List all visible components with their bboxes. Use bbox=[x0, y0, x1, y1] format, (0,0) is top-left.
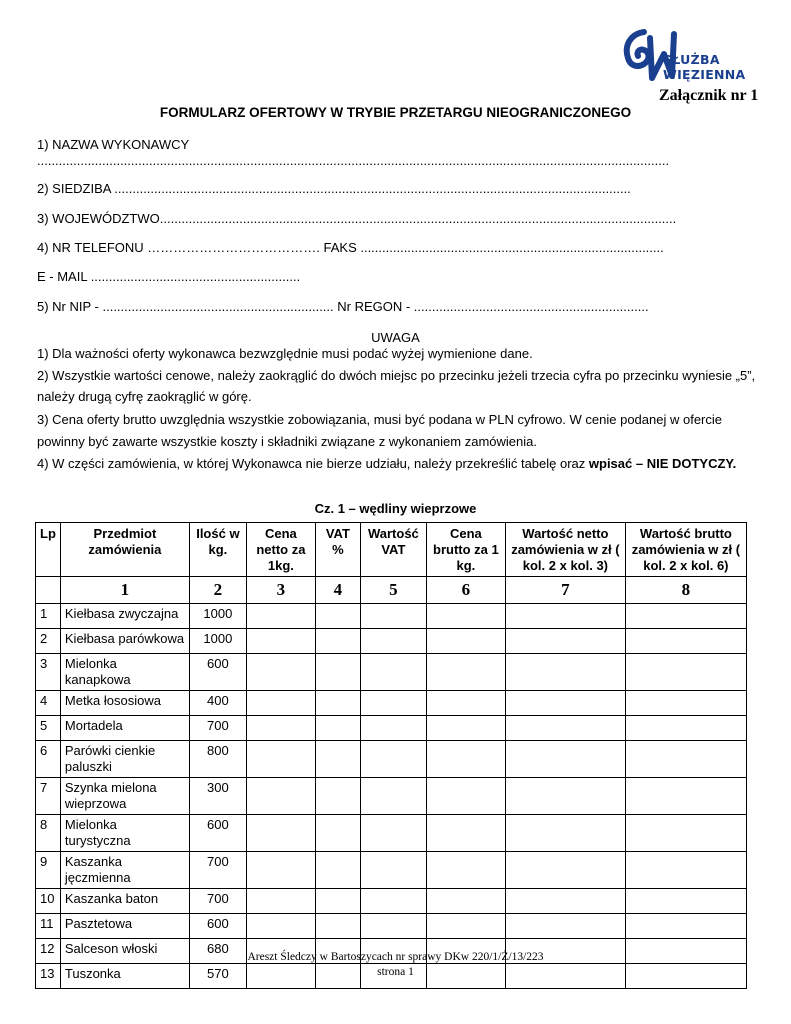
row-vat-value-input[interactable] bbox=[360, 889, 426, 914]
colnum-8: 8 bbox=[625, 577, 746, 604]
row-vat-value-input[interactable] bbox=[360, 604, 426, 629]
colnum-4: 4 bbox=[315, 577, 360, 604]
row-gross-price-input[interactable] bbox=[426, 778, 505, 815]
row-net-price-input[interactable] bbox=[246, 691, 315, 716]
row-item-name: Szynka mielona wieprzowa bbox=[60, 778, 189, 815]
logo-line-1: SŁUŻBA bbox=[663, 52, 720, 67]
logo-line-2: WIĘZIENNA bbox=[663, 67, 746, 82]
row-item-name: Mielonka turystyczna bbox=[60, 815, 189, 852]
row-net-total-input[interactable] bbox=[505, 716, 625, 741]
row-gross-total-input[interactable] bbox=[625, 741, 746, 778]
row-gross-total-input[interactable] bbox=[625, 629, 746, 654]
row-qty: 570 bbox=[189, 964, 246, 989]
row-net-total-input[interactable] bbox=[505, 914, 625, 939]
row-gross-price-input[interactable] bbox=[426, 741, 505, 778]
table-header-row bbox=[36, 523, 747, 577]
row-gross-price-input[interactable] bbox=[426, 629, 505, 654]
row-net-total-input[interactable] bbox=[505, 741, 625, 778]
row-gross-price-input[interactable] bbox=[426, 914, 505, 939]
notice-point-4-text: 4) W części zamówienia, w której Wykonawca nie bierze udziału, należy przekreślić tabelę oraz bbox=[37, 456, 589, 471]
row-gross-total-input[interactable] bbox=[625, 691, 746, 716]
row-gross-total-input[interactable] bbox=[625, 852, 746, 889]
row-net-price-input[interactable] bbox=[246, 815, 315, 852]
row-net-price-input[interactable] bbox=[246, 604, 315, 629]
colnum-6: 6 bbox=[426, 577, 505, 604]
logo-text bbox=[663, 52, 746, 82]
row-vat-value-input[interactable] bbox=[360, 815, 426, 852]
row-vat-pct-input[interactable] bbox=[315, 604, 360, 629]
items-table bbox=[35, 522, 747, 989]
row-item-name: Tuszonka bbox=[60, 964, 189, 989]
header-lp: Lp bbox=[36, 523, 61, 577]
row-net-price-input[interactable] bbox=[246, 741, 315, 778]
row-vat-pct-input[interactable] bbox=[315, 654, 360, 691]
row-lp: 7 bbox=[36, 778, 61, 815]
row-lp: 4 bbox=[36, 691, 61, 716]
header-gross-price: Cena brutto za 1 kg. bbox=[426, 523, 505, 577]
footer-page-number: strona 1 bbox=[377, 966, 414, 978]
row-net-price-input[interactable] bbox=[246, 629, 315, 654]
row-item-name: Mortadela bbox=[60, 716, 189, 741]
colnum-5: 5 bbox=[360, 577, 426, 604]
footer-case-number: Areszt Śledczy w Bartoszycach nr sprawy DKw 220/1/Ż/13/223 bbox=[247, 951, 544, 963]
row-qty: 680 bbox=[189, 939, 246, 964]
row-qty: 600 bbox=[189, 815, 246, 852]
header-item: Przedmiot zamówienia bbox=[60, 523, 189, 577]
table-row bbox=[36, 604, 747, 629]
row-qty: 400 bbox=[189, 691, 246, 716]
row-item-name: Kiełbasa zwyczajna bbox=[60, 604, 189, 629]
row-lp: 13 bbox=[36, 964, 61, 989]
row-qty: 700 bbox=[189, 889, 246, 914]
table-row bbox=[36, 654, 747, 691]
row-item-name: Metka łososiowa bbox=[60, 691, 189, 716]
row-net-total-input[interactable] bbox=[505, 852, 625, 889]
row-gross-total-input[interactable] bbox=[625, 889, 746, 914]
field-voivodeship[interactable]: 3) WOJEWÓDZTWO............................................................................................................................................... bbox=[37, 211, 677, 226]
colnum-7: 7 bbox=[505, 577, 625, 604]
row-item-name: Salceson włoski bbox=[60, 939, 189, 964]
row-net-price-input[interactable] bbox=[246, 654, 315, 691]
row-vat-pct-input[interactable] bbox=[315, 889, 360, 914]
field-email[interactable]: E - MAIL .......................................................... bbox=[37, 269, 301, 284]
row-qty: 300 bbox=[189, 778, 246, 815]
row-net-total-input[interactable] bbox=[505, 691, 625, 716]
annex-label: Załącznik nr 1 bbox=[659, 87, 759, 104]
table-row bbox=[36, 889, 747, 914]
table-row bbox=[36, 629, 747, 654]
row-lp: 6 bbox=[36, 741, 61, 778]
page-footer bbox=[0, 950, 791, 980]
row-vat-pct-input[interactable] bbox=[315, 691, 360, 716]
colnum-0 bbox=[36, 577, 61, 604]
table-row bbox=[36, 691, 747, 716]
row-net-price-input[interactable] bbox=[246, 716, 315, 741]
row-net-total-input[interactable] bbox=[505, 889, 625, 914]
row-vat-value-input[interactable] bbox=[360, 691, 426, 716]
table-row bbox=[36, 852, 747, 889]
row-vat-value-input[interactable] bbox=[360, 654, 426, 691]
field-nip-regon[interactable]: 5) Nr NIP - ................................................................ Nr REGON - ................................................................. bbox=[37, 299, 649, 314]
row-lp: 5 bbox=[36, 716, 61, 741]
row-net-price-input[interactable] bbox=[246, 889, 315, 914]
row-gross-total-input[interactable] bbox=[625, 654, 746, 691]
row-vat-pct-input[interactable] bbox=[315, 629, 360, 654]
field-phone-fax[interactable]: 4) NR TELEFONU …………………………………. FAKS .................................................................................... bbox=[37, 240, 664, 255]
table-row bbox=[36, 815, 747, 852]
row-qty: 700 bbox=[189, 716, 246, 741]
row-vat-pct-input[interactable] bbox=[315, 741, 360, 778]
row-vat-value-input[interactable] bbox=[360, 778, 426, 815]
notice-point-3b: powinny być zawarte wszystkie koszty i składniki związane z wykonaniem zamówienia. bbox=[37, 434, 537, 449]
row-gross-price-input[interactable] bbox=[426, 716, 505, 741]
header-gross-total: Wartość brutto zamówienia w zł ( kol. 2 x kol. 6) bbox=[625, 523, 746, 577]
row-qty: 1000 bbox=[189, 604, 246, 629]
row-qty: 700 bbox=[189, 852, 246, 889]
row-item-name: Parówki cienkie paluszki bbox=[60, 741, 189, 778]
row-vat-value-input[interactable] bbox=[360, 852, 426, 889]
row-lp: 10 bbox=[36, 889, 61, 914]
row-gross-price-input[interactable] bbox=[426, 654, 505, 691]
notice-point-3a: 3) Cena oferty brutto uwzględnia wszystkie zobowiązania, musi być podana w PLN cyfrowo. W cenie podanej w ofercie bbox=[37, 412, 723, 427]
row-vat-pct-input[interactable] bbox=[315, 778, 360, 815]
header-vat-value: Wartość VAT bbox=[360, 523, 426, 577]
row-item-name: Kiełbasa parówkowa bbox=[60, 629, 189, 654]
notice-heading: UWAGA bbox=[371, 330, 420, 345]
row-net-total-input[interactable] bbox=[505, 654, 625, 691]
table-row bbox=[36, 741, 747, 778]
colnum-3: 3 bbox=[246, 577, 315, 604]
row-net-total-input[interactable] bbox=[505, 778, 625, 815]
row-lp: 1 bbox=[36, 604, 61, 629]
part-title: Cz. 1 – wędliny wieprzowe bbox=[314, 501, 477, 516]
field-address[interactable]: 2) SIEDZIBA ............................................................................................................................................... bbox=[37, 181, 631, 196]
row-vat-pct-input[interactable] bbox=[315, 716, 360, 741]
row-lp: 3 bbox=[36, 654, 61, 691]
row-qty: 600 bbox=[189, 654, 246, 691]
row-vat-value-input[interactable] bbox=[360, 914, 426, 939]
header-net-price: Cena netto za 1kg. bbox=[246, 523, 315, 577]
row-net-price-input[interactable] bbox=[246, 852, 315, 889]
row-item-name: Pasztetowa bbox=[60, 914, 189, 939]
row-vat-pct-input[interactable] bbox=[315, 815, 360, 852]
notice-point-1: 1) Dla ważności oferty wykonawca bezwzględnie musi podać wyżej wymienione dane. bbox=[37, 346, 533, 361]
row-item-name: Mielonka kanapkowa bbox=[60, 654, 189, 691]
row-qty: 800 bbox=[189, 741, 246, 778]
row-vat-value-input[interactable] bbox=[360, 741, 426, 778]
row-qty: 600 bbox=[189, 914, 246, 939]
row-lp: 9 bbox=[36, 852, 61, 889]
row-gross-total-input[interactable] bbox=[625, 778, 746, 815]
row-net-total-input[interactable] bbox=[505, 604, 625, 629]
row-gross-total-input[interactable] bbox=[625, 815, 746, 852]
notice-point-2a: 2) Wszystkie wartości cenowe, należy zaokrąglić do dwóch miejsc po przecinku jeżeli trzecia cyfra po przecinku wyniesie „5”, bbox=[37, 368, 756, 383]
row-lp: 8 bbox=[36, 815, 61, 852]
row-net-total-input[interactable] bbox=[505, 815, 625, 852]
row-vat-value-input[interactable] bbox=[360, 629, 426, 654]
field-name-label: 1) NAZWA WYKONAWCY bbox=[37, 137, 190, 152]
row-vat-pct-input[interactable] bbox=[315, 852, 360, 889]
row-gross-price-input[interactable] bbox=[426, 889, 505, 914]
row-gross-price-input[interactable] bbox=[426, 852, 505, 889]
row-vat-value-input[interactable] bbox=[360, 716, 426, 741]
colnum-1: 1 bbox=[60, 577, 189, 604]
form-title: FORMULARZ OFERTOWY W TRYBIE PRZETARGU NIEOGRANICZONEGO bbox=[159, 105, 632, 120]
row-lp: 12 bbox=[36, 939, 61, 964]
notice-point-4 bbox=[37, 456, 736, 472]
row-net-price-input[interactable] bbox=[246, 914, 315, 939]
row-item-name: Kaszanka baton bbox=[60, 889, 189, 914]
notice-point-4-bold: wpisać – NIE DOTYCZY. bbox=[588, 456, 737, 471]
row-gross-total-input[interactable] bbox=[625, 716, 746, 741]
table-row bbox=[36, 716, 747, 741]
colnum-2: 2 bbox=[189, 577, 246, 604]
row-qty: 1000 bbox=[189, 629, 246, 654]
row-lp: 2 bbox=[36, 629, 61, 654]
row-gross-price-input[interactable] bbox=[426, 691, 505, 716]
table-row bbox=[36, 914, 747, 939]
item-rows bbox=[36, 604, 747, 989]
row-net-total-input[interactable] bbox=[505, 629, 625, 654]
header-vat-pct: VAT % bbox=[315, 523, 360, 577]
header-net-total: Wartość netto zamówienia w zł ( kol. 2 x kol. 3) bbox=[505, 523, 625, 577]
row-lp: 11 bbox=[36, 914, 61, 939]
row-gross-price-input[interactable] bbox=[426, 815, 505, 852]
row-gross-total-input[interactable] bbox=[625, 604, 746, 629]
column-number-row bbox=[36, 577, 747, 604]
row-vat-pct-input[interactable] bbox=[315, 914, 360, 939]
notice-point-2b: należy drugą cyfrę zaokrąglić w górę. bbox=[37, 389, 252, 404]
header-qty: Ilość w kg. bbox=[189, 523, 246, 577]
field-name-line[interactable]: ............................................................................................................................................................................... bbox=[37, 153, 670, 168]
row-gross-price-input[interactable] bbox=[426, 604, 505, 629]
row-item-name: Kaszanka jęczmienna bbox=[60, 852, 189, 889]
table-row bbox=[36, 778, 747, 815]
row-gross-total-input[interactable] bbox=[625, 914, 746, 939]
row-net-price-input[interactable] bbox=[246, 778, 315, 815]
